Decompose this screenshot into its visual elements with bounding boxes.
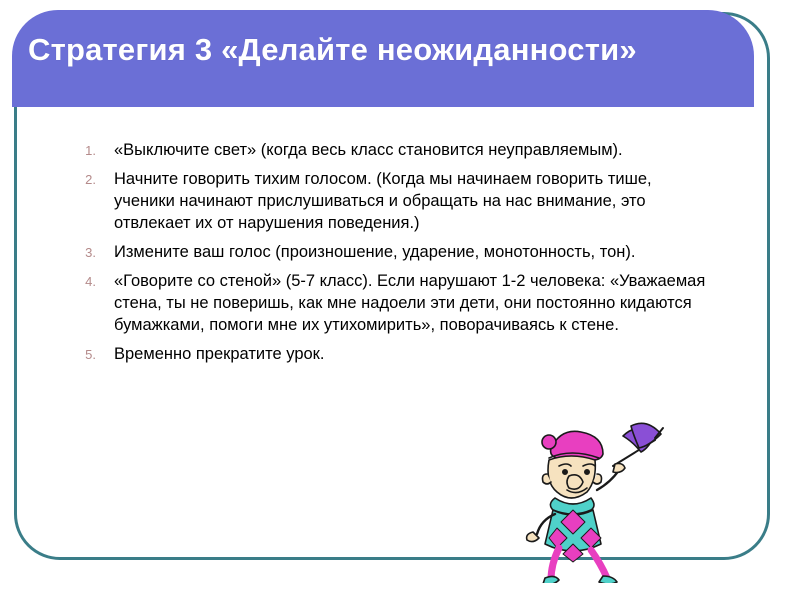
list-item-number: 5.	[85, 346, 96, 362]
title-underline-rule	[12, 104, 754, 107]
list-item-text: Начните говорить тихим голосом. (Когда мы начинаем говорить тише, ученики начинают прислушиваться и обращать на нас внимание, это отвлекает их от нарушения поведения.)	[114, 169, 652, 232]
list-item	[52, 140, 712, 162]
list-item-text: Временно прекратите урок.	[114, 344, 325, 363]
list-item-text: Измените ваш голос (произношение, ударение, монотонность, тон).	[114, 242, 636, 261]
list-item-number: 3.	[85, 244, 96, 260]
list-item-text: «Выключите свет» (когда весь класс становится неуправляемым).	[114, 141, 623, 159]
list-item-number: 1.	[85, 143, 96, 158]
list-item-number: 4.	[85, 273, 96, 289]
strategy-list	[52, 140, 712, 372]
list-item	[52, 169, 712, 235]
list-item-number: 2.	[85, 171, 96, 187]
list-item	[52, 271, 712, 337]
page-title: Стратегия 3 «Делайте неожиданности»	[28, 32, 637, 67]
list-item	[52, 242, 712, 264]
list-item	[52, 344, 712, 366]
harlequin-jester-icon	[505, 418, 680, 583]
list-item-text: «Говорите со стеной» (5-7 класс). Если нарушают 1-2 человека: «Уважаемая стена, ты не поверишь, как мне надоели эти дети, они постоянно кидаются бумажками, помоги мне их утихомирить», поворачиваясь к стене.	[114, 271, 706, 334]
